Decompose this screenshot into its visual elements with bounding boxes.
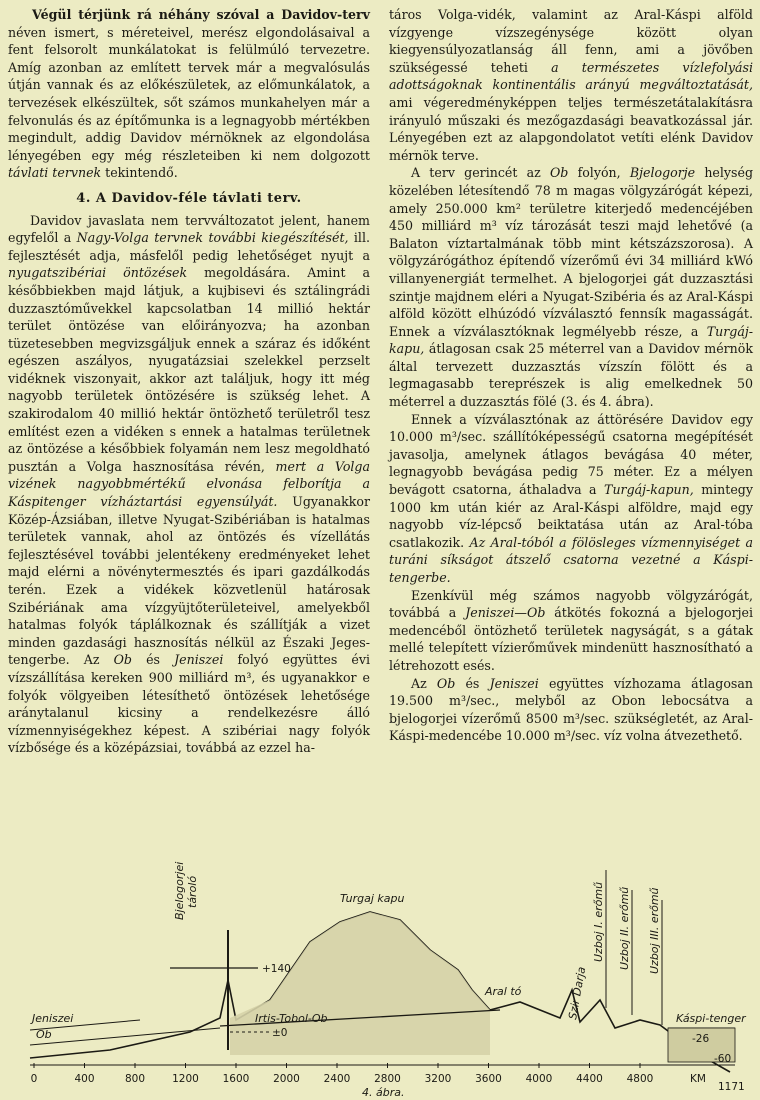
left-column xyxy=(8,6,370,757)
level-minus-60: -60 xyxy=(714,1053,732,1065)
label-uzboj2: Uzboj II. erőmű xyxy=(618,886,631,970)
level-line-ob xyxy=(30,1028,220,1045)
km-tick-label: 800 xyxy=(124,1073,146,1085)
corner-mark: 1171 xyxy=(718,1081,745,1093)
km-tick-label: 400 xyxy=(74,1073,95,1085)
label-uzboj1: Uzboj I. erőmű xyxy=(592,881,605,962)
km-tick-label: 2000 xyxy=(273,1073,300,1085)
km-unit: KM xyxy=(690,1073,706,1085)
paragraph: Ezenkívül még számos nagyobb völgyzárógát, továbbá a Jeniszei—Ob átkötés fokozná a bjelogorjei medencéből öntözhető területek nagyságát, s a gátak mellé telepített vízierőművek mindenütt hasznosítható a létrehozott esés. xyxy=(389,587,753,673)
label-szir: Szir Darja xyxy=(566,965,589,1021)
km-tick-label: 0 xyxy=(30,1073,38,1085)
paragraph: Ennek a vízválasztónak az áttörésére Davidov egy 10.000 m³/sec. szállítóképességű csatorna megépítését javasolja, amelynek átlagos bevágása 40 méter, legnagyobb bevágása pedig 75 méter. Ez a mélyen bevágott csatorna, áthaladva a Turgáj-kapun, mintegy 1000 km után kiér az Aral-Káspi alföldre, majd egy nagyobb víz-lépcső beiktatása után az Aral-tóba csatlakozik. Az Aral-tóból a fölösleges vízmennyiséget a turáni síkságot átszelő csatorna vezetné a Káspi-tengerbe. xyxy=(389,411,753,585)
label-kaspi: Káspi-tenger xyxy=(676,1012,746,1025)
label-uzboj3: Uzboj III. erőmű xyxy=(648,887,661,974)
km-tick-label: 4400 xyxy=(576,1073,603,1085)
label-aral: Aral tó xyxy=(485,985,522,998)
level-140: +140 xyxy=(262,963,291,975)
profile-diagram xyxy=(0,850,760,1100)
km-tick-label: 4800 xyxy=(626,1073,654,1085)
ground-hatch xyxy=(230,912,490,1055)
section-heading: 4. A Davidov-féle távlati terv. xyxy=(76,190,302,206)
right-column xyxy=(389,6,753,745)
label-ob: Ob xyxy=(36,1028,52,1041)
km-tick-labels xyxy=(31,1063,654,1085)
label-jeniszei: Jeniszei xyxy=(32,1012,74,1025)
km-tick-label: 3200 xyxy=(424,1073,452,1085)
paragraph: táros Volga-vidék, valamint az Aral-Káspi alföld vízgyenge vízszegénysége között olyan kiegyensúlyozatlanság áll fenn, ami a jövőben szükségessé teheti a természetes vízlefolyási adottságoknak kontinentális arányú megváltoztatását, ami végeredményképpen teljes természetátalakításra irányuló műszaki és mezőgazdasági beavatkozással jár. Lényegében ezt az alapgondolatot vetíti elénk Davidov mérnök terve. xyxy=(389,7,753,163)
paragraph: Davidov javaslata nem tervváltozatot jelent, hanem egyfelől a Nagy-Volga tervnek további kiegészítését, ill. fejlesztését adja, másfelől pedig lehetőséget nyujt a nyugatszibériai öntözések megoldására. Amint a későbbiekben majd látjuk, a kujbisevi és sztálingrádi duzzasztóművekkel kapcsolatban 14 millió hektár terület öntözése van előirányozva; ha azonban tüzetesebben megvizsgáljuk ennek a száraz és időként egészen aszályos, nyugatázsiai szelekkel perzselt vidéknek viszonyait, akkor azt találjuk, hogy itt még nagyobb területek öntözésére is szükség lehet. A szakirodalom 40 millió hektár öntözhető területről tesz említést ezen a vidéken s ennek a hatalmas területnek az öntözése a későbbiek folyamán nem lesz megoldható pusztán a Volga hasznosítása révén, mert a Volga vizének nagyobbmértékű elvonása felborítja a Káspitenger vízháztartási egyensúlyát. Ugyanakkor Közép-Ázsiában, illetve Nyugat-Szibériában is hatalmas területek vannak, ahol az öntözés és vízellátás fejlesztésével további jelentékeny eredményeket lehet majd elérni a növénytermesztés és ipari gazdálkodás terén. Ezek a vidékek közvetlenül határosak Szibériának ama vízgyüjtőterületeivel, amelyekből hatalmas folyók táplálkoznak és szállítják a vizet minden gazdasági hasznosítás nélkül az Északi Jeges-tengerbe. Az Ob és Jeniszei folyó együttes évi vízszállítása kereken 900 milliárd m³, és ugyanakkor e folyók völgyeiben létesíthető öntözések lehetősége aránytalanul kicsiny a rendelkezésre álló vízmennyiségekhez képest. A szibériai nagy folyók vízbősége és a középázsiai, továbbá az ezzel ha- xyxy=(8,212,370,756)
label-irtis: Irtis-Tobol-Ob xyxy=(255,1012,328,1025)
label-tarolo: tároló xyxy=(186,875,199,908)
level-0: ±0 xyxy=(272,1027,288,1039)
label-bjelogorjei: Bjelogorjei xyxy=(173,861,186,920)
km-tick-label: 2400 xyxy=(323,1073,351,1085)
km-tick-label: 1600 xyxy=(222,1073,250,1085)
figure-caption: 4. ábra. xyxy=(362,1086,405,1099)
km-tick-label: 1200 xyxy=(172,1073,199,1085)
km-tick-label: 2800 xyxy=(374,1073,401,1085)
paragraph: Az Ob és Jeniszei együttes vízhozama átlagosan 19.500 m³/sec., melyből az Obon lebocsátva a bjelogorjei vízerőmű 8500 m³/sec. szükségletét, az Aral-Káspi-medencébe 10.000 m³/sec. víz volna átvezethető. xyxy=(389,675,753,744)
paragraph: Végül térjünk rá néhány szóval a Davidov-terv néven ismert, s méreteivel, merész elgondolásaival a fent felsorolt munkálatokat is felülmúló tervezetre. Amíg azonban az említett tervek már a megvalósulás útján vannak és az előkészületek, az előmunkálatok, a tervezések elkészültek, sőt számos munkahelyen már a felvonulás és az építőmunka is a legnagyobb mértékben megindult, addig Davidov mérnöknek az elgondolása lényegében egy még részleteiben ki nem dolgozott távlati tervnek tekintendő. xyxy=(8,7,370,181)
km-tick-label: 4000 xyxy=(525,1073,553,1085)
lead-text: Végül térjünk rá néhány szóval a Davidov-terv xyxy=(32,7,370,22)
level-minus-26: -26 xyxy=(692,1033,710,1045)
label-turgaj: Turgaj kapu xyxy=(340,892,405,905)
paragraph: A terv gerincét az Ob folyón, Bjelogorje helység közelében létesítendő 78 m magas völgyzárógát képezi, amely 250.000 km² területre kiterjedő medencéjében 450 milliárd m³ víz tározását teszi majd lehetővé (a Balaton víztartalmának több mint kétszázszorosa). A völgyzárógáthoz építendő vízerőmű évi 34 milliárd kWó villanyenergiát termelhet. A bjelogorjei gát duzzasztási szintje majdnem eléri a Nyugat-Szibéria és az Aral-Káspi alföld között elhúzódó vízválasztó fennsík magasságát. Ennek a vízválasztóknak legmélyebb része, a Turgáj-kapu, átlagosan csak 25 méterrel van a Davidov mérnök által tervezett duzzasztás vízszín fölött és a legmagasabb tereprészek is alig emelkednek 50 méterrel a duzzasztás fölé (3. és 4. ábra). xyxy=(389,165,754,410)
km-tick-label: 3600 xyxy=(475,1073,502,1085)
